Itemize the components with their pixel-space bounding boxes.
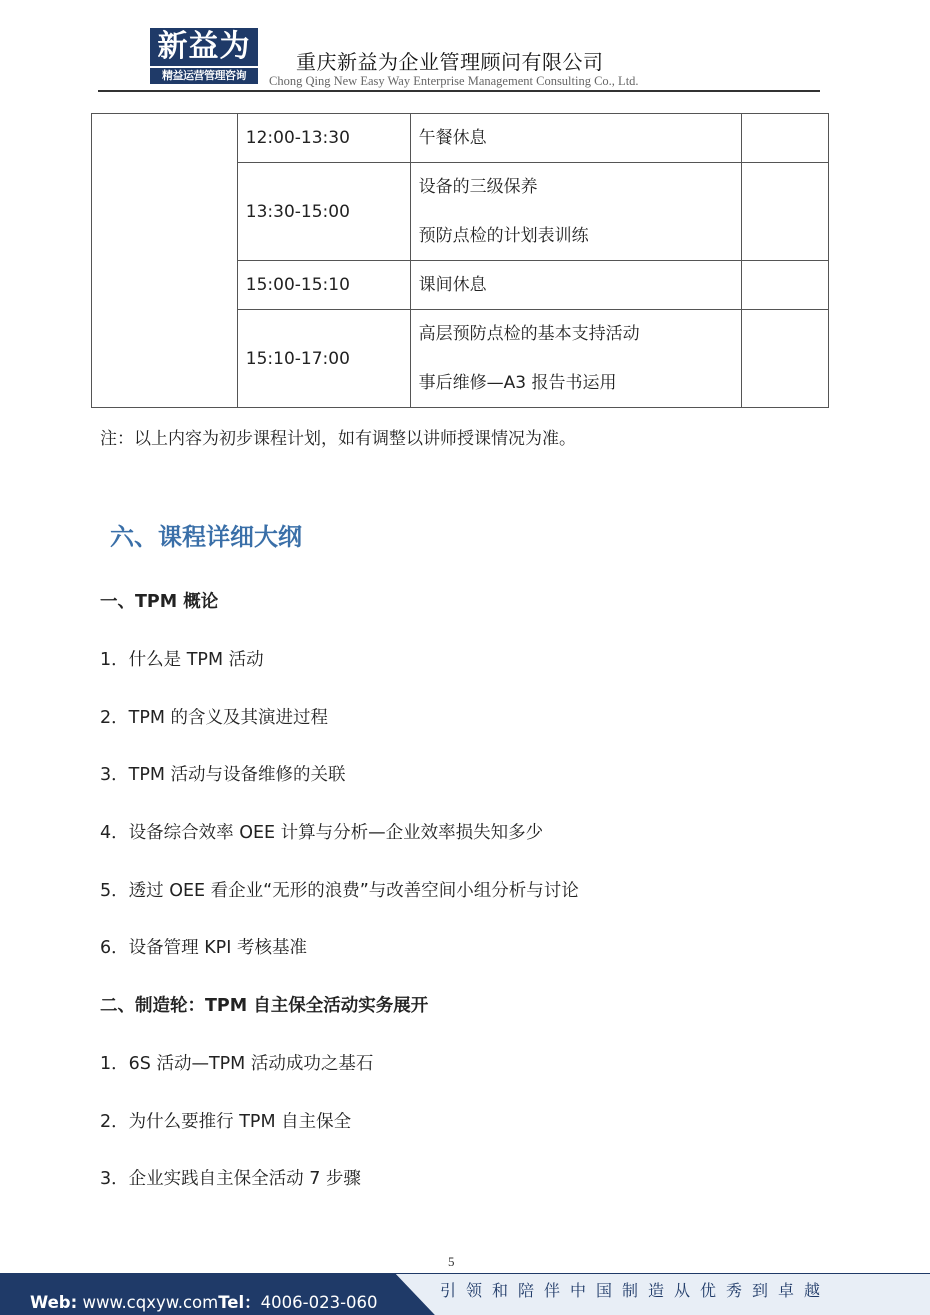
outline-item: 2．为什么要推行 TPM 自主保全 bbox=[100, 1112, 352, 1132]
outline-item: 1．什么是 TPM 活动 bbox=[100, 650, 264, 670]
logo-sub-text: 精益运营管理咨询 bbox=[150, 68, 258, 84]
page-number: 5 bbox=[448, 1254, 455, 1269]
outline-heading-2: 二、制造轮：TPM 自主保全活动实务展开 bbox=[100, 996, 429, 1016]
schedule-note: 注：以上内容为初步课程计划，如有调整以讲师授课情况为准。 bbox=[100, 429, 576, 449]
company-name-en: Chong Qing New Easy Way Enterprise Management Consulting Co., Ltd. bbox=[269, 74, 639, 88]
tel-value: 4006-023-060 bbox=[260, 1293, 378, 1312]
web-label: Web: bbox=[30, 1293, 78, 1312]
content-cell bbox=[410, 163, 742, 261]
content-line: 午餐休息 bbox=[418, 128, 487, 148]
outline-item: 3．TPM 活动与设备维修的关联 bbox=[100, 765, 346, 785]
page-header bbox=[0, 0, 930, 95]
schedule-table bbox=[91, 113, 829, 408]
time-cell: 15:10-17:00 bbox=[237, 310, 410, 408]
outline-item: 2．TPM 的含义及其演进过程 bbox=[100, 708, 329, 728]
content-cell bbox=[410, 261, 742, 310]
content-line: 预防点检的计划表训练 bbox=[418, 226, 589, 246]
time-cell: 13:30-15:00 bbox=[237, 163, 410, 261]
time-cell: 12:00-13:30 bbox=[237, 114, 410, 163]
logo-main-text: 新益为 bbox=[150, 28, 258, 66]
outline-item: 5．透过 OEE 看企业“无形的浪费”与改善空间小组分析与讨论 bbox=[100, 881, 579, 901]
remark-cell bbox=[742, 114, 829, 163]
footer-slogan: 引领和陪伴中国制造从优秀到卓越 bbox=[440, 1281, 831, 1300]
content-cell bbox=[410, 310, 742, 408]
tel-label: Tel： bbox=[218, 1293, 261, 1312]
company-name-cn: 重庆新益为企业管理顾问有限公司 bbox=[296, 50, 604, 74]
outline-heading-1: 一、TPM 概论 bbox=[100, 592, 219, 612]
content-line: 课间休息 bbox=[418, 275, 487, 295]
footer-contact bbox=[30, 1289, 378, 1313]
page-footer bbox=[0, 1273, 930, 1315]
remark-cell bbox=[742, 310, 829, 408]
content-line: 事后维修—A3 报告书运用 bbox=[418, 373, 617, 393]
outline-item: 3．企业实践自主保全活动 7 步骤 bbox=[100, 1169, 361, 1189]
outline-item: 6．设备管理 KPI 考核基准 bbox=[100, 938, 307, 958]
section-title: 六、课程详细大纲 bbox=[110, 523, 302, 551]
remark-cell bbox=[742, 261, 829, 310]
content-line: 设备的三级保养 bbox=[418, 177, 538, 197]
remark-cell bbox=[742, 163, 829, 261]
time-cell: 15:00-15:10 bbox=[237, 261, 410, 310]
day-cell bbox=[92, 114, 238, 408]
outline-item: 1．6S 活动—TPM 活动成功之基石 bbox=[100, 1054, 374, 1074]
header-divider bbox=[98, 90, 820, 92]
outline-item: 4．设备综合效率 OEE 计算与分析—企业效率损失知多少 bbox=[100, 823, 544, 843]
content-cell bbox=[410, 114, 742, 163]
web-url[interactable]: www.cqxyw.com bbox=[82, 1293, 219, 1312]
company-logo bbox=[150, 28, 258, 85]
content-line: 高层预防点检的基本支持活动 bbox=[418, 324, 640, 344]
table-row bbox=[92, 114, 829, 163]
